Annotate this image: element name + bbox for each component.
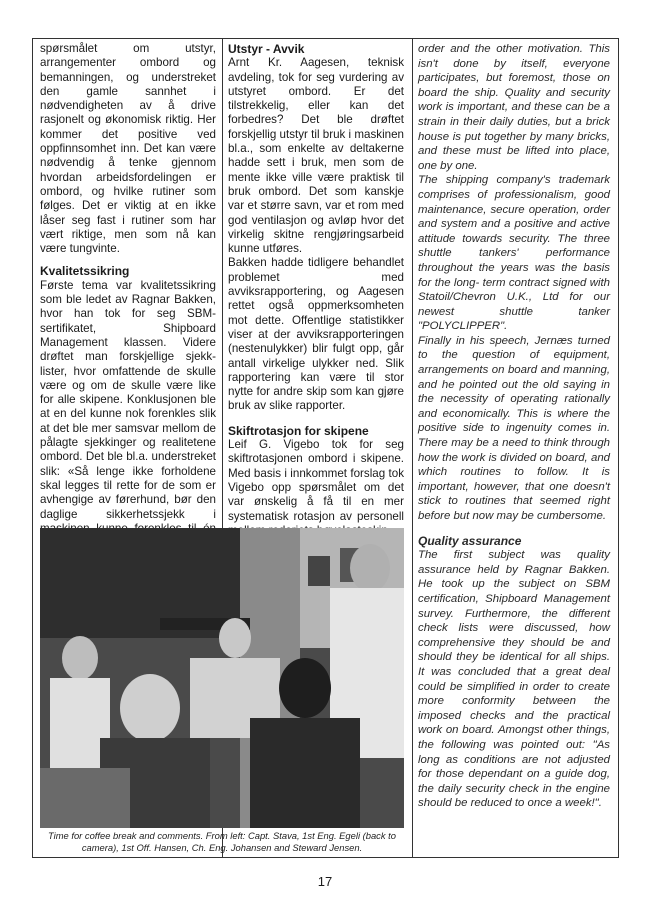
section-heading-kvalitetssikring: Kvalitetssikring [40,264,130,279]
paragraph: order and the other motivation. This isn't done by itself, everyone participates, but foremost, those on board the ship. Quality and security work is important, and these can be a strain in their daily duties, but a brick house is put together by many bricks, and these must be lifted into place, one by one. [418,43,610,172]
section-heading-skiftrotasjon: Skiftrotasjon for skipene [228,423,369,438]
column-english [418,42,610,811]
photo-illustration [40,528,404,828]
group-photo [40,528,404,828]
page-number: 17 [317,874,333,889]
column-norwegian-middle [228,42,404,538]
column-norwegian-left [40,42,216,550]
paragraph: The shipping company's trademark comprises of professionalism, good maintenance, secure operation, order and system and a positive and active attitude towards security. The three shuttle tankers' performance throughout the years was the basis for the long- term contract signed with Statoil/Chevron U.K., Ltd for our newest shuttle tanker "POLYCLIPPER". [418,174,610,333]
photo-caption: Time for coffee break and comments. From left: Capt. Stava, 1st Eng. Egeli (back to camera), 1st Off. Hansen, Ch. Eng. Johansen and Steward Jensen. [48,830,396,853]
section-heading-utstyr: Utstyr - Avvik [228,42,305,56]
paragraph: Finally in his speech, Jernæs turned to the question of equipment, arrangements on board and manning, and he pointed out the old saying in the necessity of operating rationally and economically. This is where the positive side to ingenuity comes in. There may be a need to think through how the work is divided on board, and which routines to follow. It is important, however, that one doesn't stick to routines that seemed right before but now may be cumbersome. [418,334,610,522]
paragraph: spørsmålet om utstyr, arrangementer ombord og bemanningen, og understreket den gamle sannhet i nødvendigheten av å drive rasjonelt og økonomisk riktig. Her kommer det positive ved oppfinnsomhet inn. Det kan være nødvendig å tenke gjennom hvordan arbeidsfordelingen er ombord, og hvilke rutiner som følges. Det er viktig at en ikke låser seg fast i rutiner som har vært riktige, men som nå kan være tungvinte. [40,42,216,256]
paragraph: The first subject was quality assurance held by Ragnar Bakken. He took up the subject on SBM certification, Shipboard Management survey. Furthermore, the different check lists were discussed, how comprehensive they should be and should they be identical for all ships. It was concluded that a great deal could be simplified in order to create more conformity between the imposed checks and the practical work on board. Amongst other things, the following was pointed out: "As long as conditions are not adjusted for those dependant on a guide dog, the daily security check in the engine should be reduced to once a week!". [418,549,610,810]
section-heading-quality-assurance: Quality assurance [418,533,522,548]
paragraph: Arnt Kr. Aagesen, teknisk avdeling, tok for seg vurdering av utstyret ombord. Er det tilstrekkelig, eller kan det forbedres? Det ble drøftet forskjellig utstyr til bruk i maskinen bl.a., som enkelte av deltakerne hadde sett i bruk, men som de mente ikke ville være praktisk til bruk ombord. Det som kanskje var et større savn, var et rom med god ventilasjon og avløp hvor det virkelig skitne rengjøringsarbeid kunne utføres. [228,56,404,256]
column-rule [412,38,413,858]
paragraph: Første tema var kvalitetssikring som ble ledet av Ragnar Bakken, hvor han tok for seg SBM-sertifikatet, Shipboard Management klassen. Videre drøftet man forskjellige sjekk-lister, hvor omfattende de skulle være og om de skulle være like for alle skipene. Konklusjonen ble at en del kunne nok forenkles slik at det ble mer samsvar mellom de pålagte sjekkinger og realitetene ombord. Det ble bl.a. understreket slik: «Så lenge ikke forholdene skal legges til rette for de som er avhengige av førerhund, bør den daglige sikkerhetssjekk i [40,278,216,521]
paragraph: Bakken hadde tidligere behandlet problemet med avviksrapportering, og Aagesen rettet også oppmerksomheten mot dette. Offentlige statistikker viser at der avviksrapporteringen (nestenulykker) blir fulgt opp, går antall virkelige ulykker ned. Slik rapportering kan være til stor nytte for andre skip som kan gjøre bruk av slike rapporter. [228,256,404,413]
paragraph: Leif G. Vigebo tok for seg skiftrotasjonen ombord i skipene. Med basis i innkommet forslag tok Vigebo opp spørsmålet om det var ønskelig å få til en mer systematisk rotasjon av personell [228,438,404,523]
